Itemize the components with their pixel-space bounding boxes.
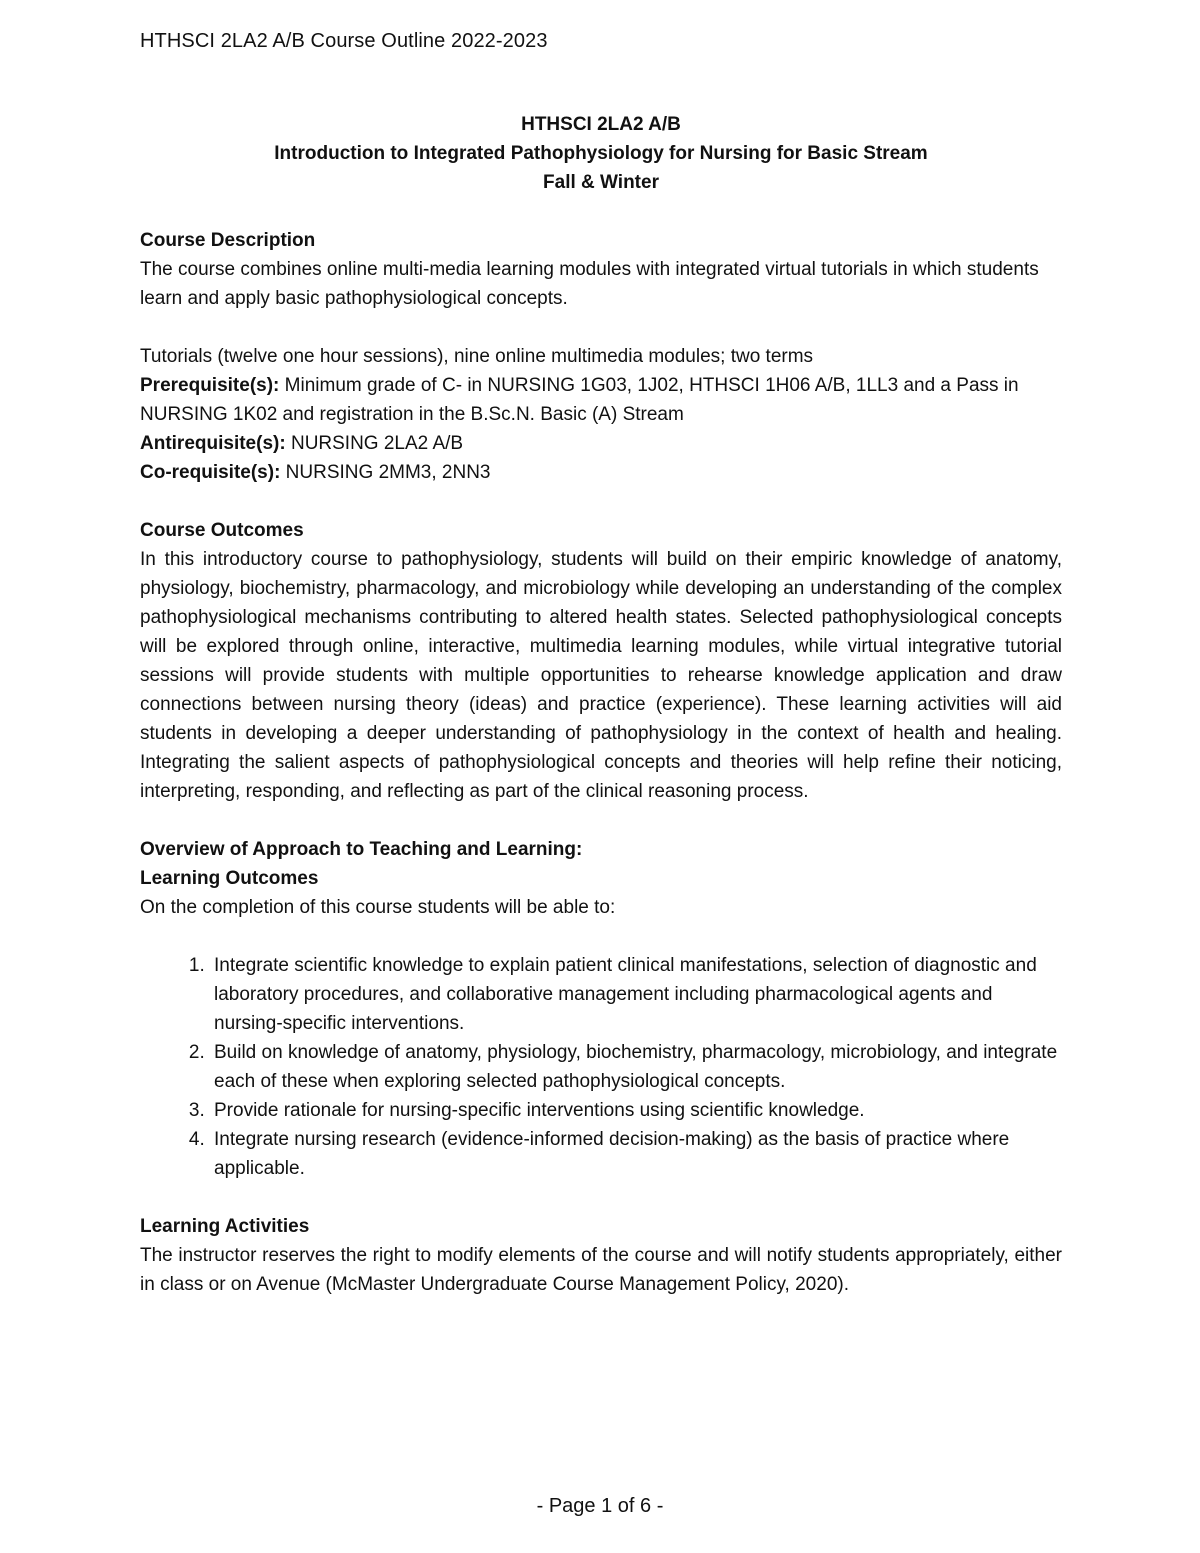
antirequisite-label: Antirequisite(s): [140,433,286,454]
overview-section [140,835,1062,1183]
antirequisite-line [140,429,1062,458]
list-item: 1. Integrate scientific knowledge to explain patient clinical manifestations, selection of diagnostic and laboratory procedures, and collaborative management including pharmacological agents and nursing-specific interventions. [210,951,1062,1038]
course-code: HTHSCI 2LA2 A/B [521,114,681,135]
requirements-section [140,342,1062,487]
learning-activities-body: The instructor reserves the right to modify elements of the course and will notify students appropriately, either in class or on Avenue (McMaster Undergraduate Course Management Policy, 2020). [140,1245,1062,1295]
document-body [140,110,1062,1328]
course-description-heading: Course Description [140,230,316,251]
course-outcomes-section [140,516,1062,806]
antirequisite-value: NURSING 2LA2 A/B [285,433,464,454]
learning-activities-section [140,1212,1062,1299]
learning-outcomes-heading: Learning Outcomes [140,868,319,889]
course-description-body: The course combines online multi-media learning modules with integrated virtual tutorials in which students learn and apply basic pathophysiological concepts. [140,259,1039,309]
running-header: HTHSCI 2LA2 A/B Course Outline 2022-2023 [140,30,548,52]
course-format: Tutorials (twelve one hour sessions), nine online multimedia modules; two terms [140,346,814,367]
overview-heading: Overview of Approach to Teaching and Learning: [140,839,583,860]
page-number: - Page 1 of 6 - [536,1495,664,1517]
course-name: Introduction to Integrated Pathophysiology for Nursing for Basic Stream [274,143,928,164]
list-item: 3. Provide rationale for nursing-specific interventions using scientific knowledge. [210,1096,1062,1125]
course-description-section [140,226,1062,313]
course-outcomes-body: In this introductory course to pathophysiology, students will build on their empiric knowledge of anatomy, physiology, biochemistry, pharmacology, and microbiology while developing an understanding of the complex pathophysiological mechanisms contributing to altered health states. Selected pathophysiological concepts will be explored through online, interactive, multimedia learning modules, while virtual integrative tutorial sessions will provide students with multiple opportunities to rehearse knowledge application and draw connections between nursing theory (ideas) and practice (experience). These learning activities will aid students in developing a deeper understanding of pathophysiology in the context of health and healing. Integrating the salient aspects of pathophysiological concepts and theories will help refine their noticing, interpreting, responding, and reflecting as part of the clinical reasoning process. [140,549,1062,802]
learning-outcomes-intro: On the completion of this course students will be able to: [140,897,616,918]
prerequisite-value: Minimum grade of C- in NURSING 1G03, 1J02, HTHSCI 1H06 A/B, 1LL3 and a Pass in NURSING 1K02 and registration in the B.Sc.N. Basic (A) Stream [140,375,1019,425]
course-outcomes-heading: Course Outcomes [140,520,304,541]
prerequisite-label: Prerequisite(s): [140,375,280,396]
learning-outcomes-list [140,951,1062,1183]
course-terms: Fall & Winter [543,172,659,193]
list-item: 4. Integrate nursing research (evidence-informed decision-making) as the basis of practice where applicable. [210,1125,1062,1183]
list-item: 2. Build on knowledge of anatomy, physiology, biochemistry, pharmacology, microbiology, and integrate each of these when exploring selected pathophysiological concepts. [210,1038,1062,1096]
learning-activities-heading: Learning Activities [140,1216,310,1237]
title-block [140,110,1062,197]
corequisite-label: Co-requisite(s): [140,462,281,483]
corequisite-line [140,458,1062,487]
corequisite-value: NURSING 2MM3, 2NN3 [280,462,491,483]
prerequisite-line [140,371,1062,429]
